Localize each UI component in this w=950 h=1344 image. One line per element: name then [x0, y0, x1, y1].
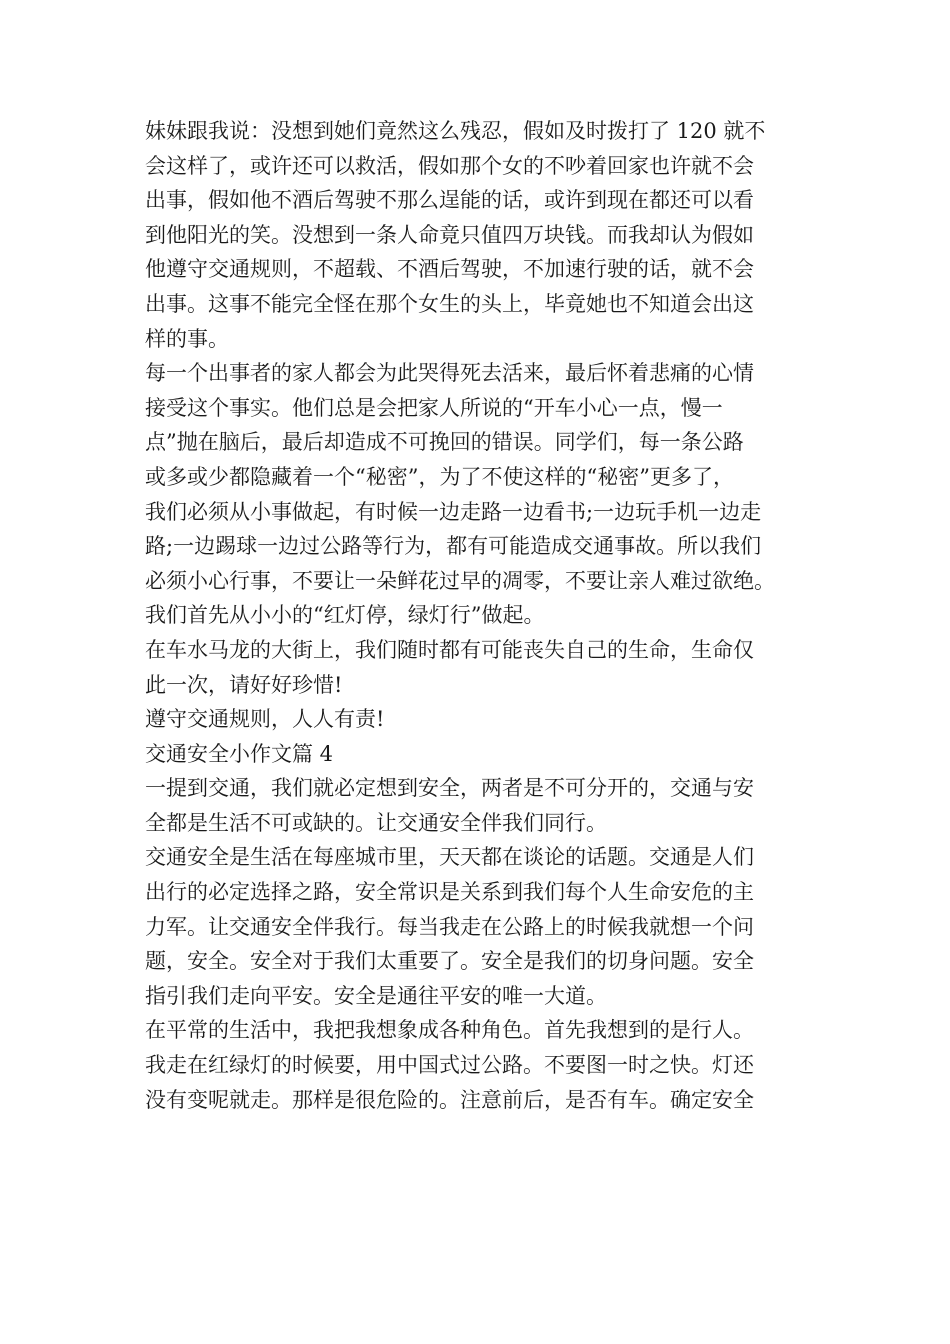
text-line: 全都是生活不可或缺的。让交通安全伴我们同行。 [145, 810, 607, 835]
text-line: 力军。让交通安全伴我行。每当我走在公路上的时候我就想一个问 [145, 914, 754, 939]
text-line: 或多或少都隐藏着一个“秘密”，为了不使这样的“秘密”更多了， [145, 464, 734, 489]
text-line: 会这样了，或许还可以救活，假如那个女的不吵着回家也许就不会 [145, 153, 754, 178]
text-line: 出行的必定选择之路，安全常识是关系到我们每个人生命安危的主 [145, 880, 754, 905]
document-body [145, 114, 825, 1117]
text-line: 妹妹跟我说：没想到她们竟然这么残忍，假如及时拨打了 120 就不 [145, 119, 766, 143]
text-line: 题，安全。安全对于我们太重要了。安全是我们的切身问题。安全 [145, 949, 754, 974]
text-line: 路;一边踢球一边过公路等行为，都有可能造成交通事故。所以我们 [145, 534, 762, 559]
text-line: 他遵守交通规则，不超载、不酒后驾驶，不加速行驶的话，就不会 [145, 257, 754, 282]
text-line: 交通安全是生活在每座城市里，天天都在谈论的话题。交通是人们 [145, 845, 754, 870]
text-line: 出事。这事不能完全怪在那个女生的头上，毕竟她也不知道会出这 [145, 291, 754, 316]
text-line: 我们首先从小小的“红灯停，绿灯行”做起。 [145, 603, 545, 628]
text-line: 我们必须从小事做起，有时候一边走路一边看书;一边玩手机一边走 [145, 499, 762, 524]
text-line: 每一个出事者的家人都会为此哭得死去活来，最后怀着悲痛的心情 [145, 361, 754, 386]
text-line: 遵守交通规则，人人有责! [145, 707, 385, 732]
text-line: 点”抛在脑后，最后却造成不可挽回的错误。同学们，每一条公路 [145, 430, 744, 455]
text-line: 在车水马龙的大街上，我们随时都有可能丧失自己的生命，生命仅 [145, 637, 754, 662]
text-line: 样的事。 [145, 326, 229, 351]
text-line: 一提到交通，我们就必定想到安全，两者是不可分开的，交通与安 [145, 776, 754, 801]
text-line: 必须小心行事，不要让一朵鲜花过早的凋零，不要让亲人难过欲绝。 [145, 568, 775, 593]
text-line: 接受这个事实。他们总是会把家人所说的“开车小心一点，慢一 [145, 395, 723, 420]
text-line: 到他阳光的笑。没想到一条人命竟只值四万块钱。而我却认为假如 [145, 222, 754, 247]
text-line: 出事，假如他不酒后驾驶不那么逞能的话，或许到现在都还可以看 [145, 188, 754, 213]
text-line: 此一次，请好好珍惜! [145, 672, 343, 697]
text-line: 指引我们走向平安。安全是通往平安的唯一大道。 [145, 983, 607, 1008]
text-line: 我走在红绿灯的时候要，用中国式过公路。不要图一时之快。灯还 [145, 1053, 754, 1078]
text-line: 没有变呢就走。那样是很危险的。注意前后，是否有车。确定安全 [145, 1087, 754, 1112]
text-line: 在平常的生活中，我把我想象成各种角色。首先我想到的是行人。 [145, 1018, 754, 1043]
section-heading: 交通安全小作文篇 4 [145, 741, 334, 766]
